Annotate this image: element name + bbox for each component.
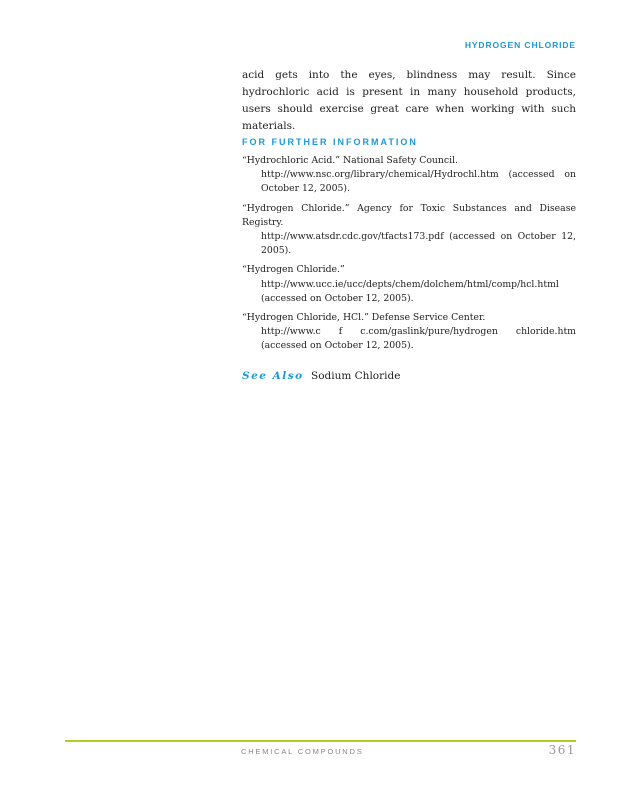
reference-item: [242, 263, 576, 306]
see-also-target: Sodium Chloride: [311, 370, 401, 382]
reference-item: [242, 202, 576, 259]
reference-detail: http://www.ucc.ie/ucc/depts/chem/dolchem/html/comp/hcl.html (accessed on October 12, 2005).: [261, 278, 559, 304]
reference-list: [242, 154, 576, 359]
see-also: [242, 370, 576, 382]
reference-title: “Hydrochloric Acid.” National Safety Council.: [242, 155, 458, 166]
reference-title: “Hydrogen Chloride, HCl.” Defense Service Center.: [242, 312, 486, 324]
reference-item: [242, 311, 576, 354]
reference-item: [242, 154, 576, 197]
reference-detail: http://www.nsc.org/library/chemical/Hydrochl.htm (accessed on October 12, 2005).: [261, 169, 576, 195]
intro-paragraph: acid gets into the eyes, blindness may result. Since hydrochloric acid is present in many household products, users should exercise great care when working with such materials.: [242, 69, 576, 132]
running-head: HYDROGEN CHLORIDE: [464, 40, 576, 50]
reference-title: “Hydrogen Chloride.”: [242, 264, 345, 276]
see-also-label: See Also: [242, 370, 304, 382]
footer-label: CHEMICAL COMPOUNDS: [241, 747, 364, 756]
reference-detail: http://www.atsdr.cdc.gov/tfacts173.pdf (accessed on October 12, 2005).: [261, 231, 576, 257]
section-title: FOR FURTHER INFORMATION: [242, 137, 418, 147]
page-number: 361: [548, 743, 576, 757]
footer-rule: [65, 740, 576, 742]
reference-detail: http://www.c f c.com/gaslink/pure/hydrogen chloride.htm (accessed on October 12, 2005).: [261, 326, 576, 352]
reference-title: “Hydrogen Chloride.” Agency for Toxic Substances and Disease Registry.: [242, 202, 576, 228]
